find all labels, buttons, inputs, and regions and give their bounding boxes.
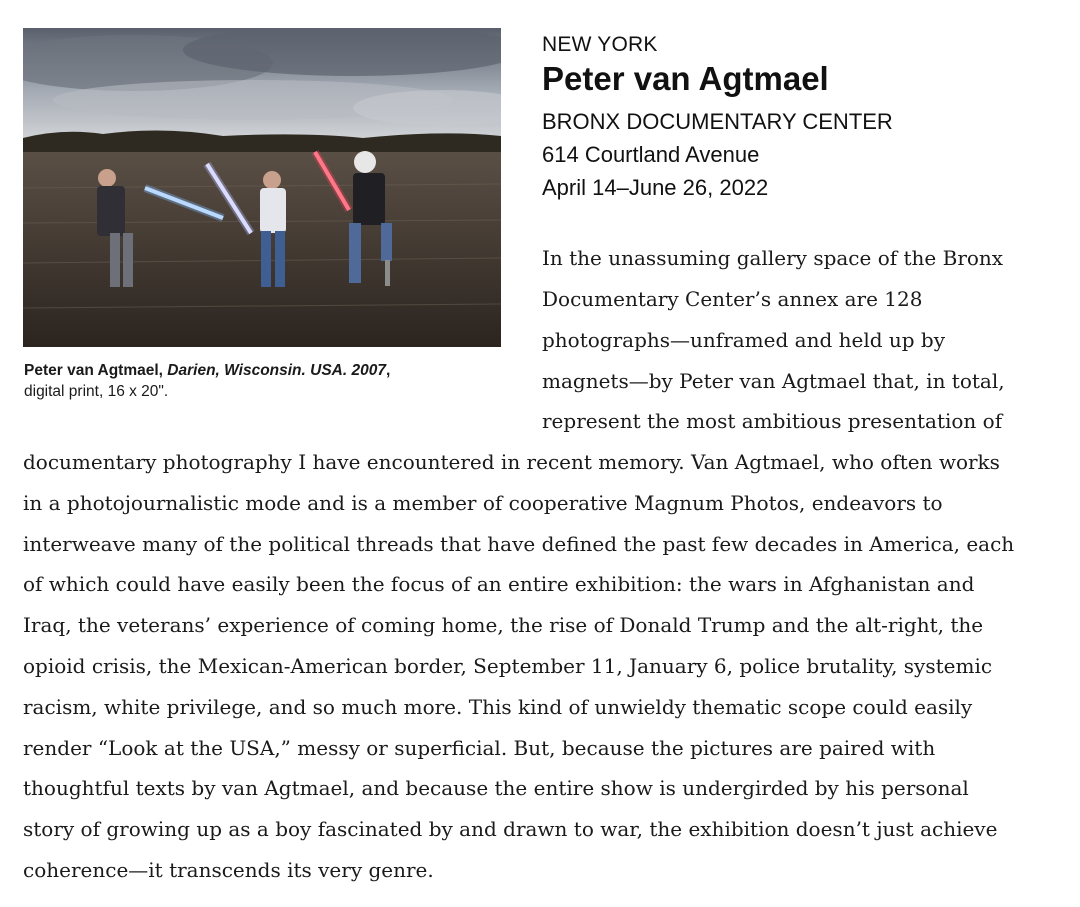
caption-title: Darien, Wisconsin. USA. 2007 (167, 362, 386, 379)
body-line: coherence—it transcends its very genre. (23, 858, 434, 882)
caption-comma: , (385, 362, 391, 379)
venue-name: BRONX DOCUMENTARY CENTER (542, 109, 893, 134)
body-line: interweave many of the political threads that have defined the past few decades in America, each (23, 532, 1015, 556)
exhibition-dates: April 14–June 26, 2022 (542, 175, 769, 200)
artist-name: Peter van Agtmael (542, 60, 829, 97)
body-line: racism, white privilege, and so much more. This kind of unwieldy thematic scope could easily (23, 695, 973, 719)
body-line: Documentary Center’s annex are 128 (542, 287, 923, 311)
body-line: opioid crisis, the Mexican-American border, September 11, January 6, police brutality, systemic (23, 654, 993, 678)
body-line: of which could have easily been the focus of an entire exhibition: the wars in Afghanistan and (23, 572, 975, 596)
city-label: NEW YORK (542, 33, 658, 56)
exhibition-photo (23, 28, 501, 347)
body-line: render “Look at the USA,” messy or superficial. But, because the pictures are paired with (23, 736, 936, 760)
body-line: photographs—unframed and held up by (542, 328, 946, 352)
body-line: magnets—by Peter van Agtmael that, in total, (542, 369, 1005, 393)
body-line: documentary photography I have encountered in recent memory. Van Agtmael, who often works (23, 450, 1000, 474)
body-line: in a photojournalistic mode and is a member of cooperative Magnum Photos, endeavors to (23, 491, 943, 515)
venue-address: 614 Courtland Avenue (542, 142, 760, 167)
caption-artist: Peter van Agtmael, (24, 362, 163, 379)
body-line: story of growing up as a boy fascinated by and drawn to war, the exhibition doesn’t just achieve (23, 817, 998, 841)
caption-line-1 (24, 360, 504, 381)
exhibition-header (542, 32, 1062, 204)
body-line: represent the most ambitious presentation of (542, 409, 1003, 433)
caption-line-2: digital print, 16 x 20". (24, 383, 169, 400)
body-line: Iraq, the veterans’ experience of coming home, the rise of Donald Trump and the alt-right, the (23, 613, 984, 637)
body-line: thoughtful texts by van Agtmael, and because the entire show is undergirded by his personal (23, 776, 969, 800)
photo-caption (24, 360, 504, 402)
body-line: In the unassuming gallery space of the Bronx (542, 246, 1004, 270)
